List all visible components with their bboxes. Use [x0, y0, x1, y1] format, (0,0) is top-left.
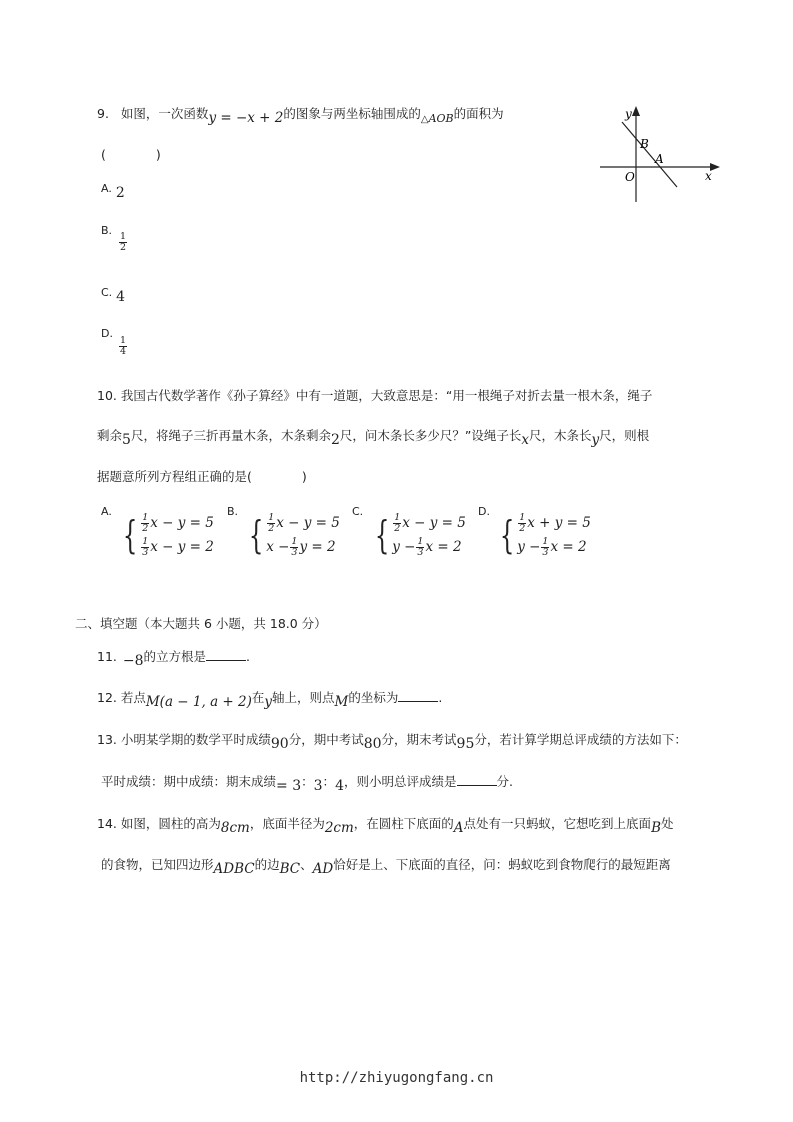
q9-text-b: 的图象与两坐标轴围成的 — [283, 106, 421, 121]
q12-line: 12. 若点M(a − 1, a + 2)在y轴上，则点M的坐标为 . — [97, 690, 443, 710]
origin-label: O — [625, 170, 635, 184]
q9-number: 9. — [97, 106, 109, 121]
q9-text-a: 如图，一次函数 — [120, 106, 209, 121]
q9-option-c[interactable]: C. 4 — [101, 286, 126, 305]
q9-graph — [596, 100, 726, 208]
q13-line1: 13. 小明某学期的数学平时成绩90分，期中考试80分，期末考试95分，若计算学期总评成绩的方法如下： — [97, 732, 687, 752]
y-axis-arrow-icon — [632, 106, 640, 116]
q9-option-a[interactable]: A. 2 — [101, 182, 125, 201]
q9-option-d[interactable]: D. — [101, 327, 113, 340]
brace-icon: { — [499, 513, 515, 557]
q14-line2: 的食物，已知四边形ADBC的边BC、AD恰好是上、下底面的直径，问：蚂蚁吃到食物爬行的最短距离 — [101, 857, 671, 877]
q10-option-c-system[interactable]: { $\frac{1}{2}$ x − y = 5 y − $\frac{1}{3}$ x = 2 — [374, 511, 466, 558]
y-label: y — [625, 107, 632, 121]
q9-answer-paren: ( ) — [101, 147, 161, 162]
q10-line2: 剩余5尺，将绳子三折再量木条，木条剩余2尺，问木条长多少尺？”设绳子长x尺，木条长y尺，则根 — [97, 428, 650, 448]
q13-answer-blank[interactable] — [457, 773, 497, 786]
q10-option-a-label[interactable]: A. — [101, 505, 112, 518]
q10-line3: 据题意所列方程组正确的是( ) — [97, 469, 307, 484]
q9-option-b-fraction: $\frac{1}{2}$ — [120, 231, 127, 253]
q13-line2: 平时成绩：期中成绩：期末成绩= 3：3：4，则小明总评成绩是 分. — [101, 774, 513, 794]
q9-aob: AOB — [428, 112, 454, 125]
q10-option-c-label[interactable]: C. — [352, 505, 364, 518]
q9-function: y = −x + 2 — [208, 110, 284, 126]
q9-text-c: 的面积为 — [453, 106, 504, 121]
brace-icon: { — [122, 513, 138, 557]
q10-option-b-label[interactable]: B. — [227, 505, 239, 518]
q9-option-b[interactable]: B. — [101, 224, 113, 237]
q11-answer-blank[interactable] — [206, 648, 246, 661]
q12-answer-blank[interactable] — [398, 689, 438, 702]
q9-option-a-value: 2 — [115, 185, 125, 201]
point-b-label: B — [640, 137, 649, 151]
x-label: x — [705, 169, 712, 183]
section-2-title: 二、填空题（本大题共 6 小题，共 18.0 分） — [75, 616, 327, 631]
q10-option-d-system[interactable]: { $\frac{1}{2}$ x + y = 5 y − $\frac{1}{3}$ x = 2 — [499, 511, 591, 558]
q10-option-d-label[interactable]: D. — [478, 505, 490, 518]
brace-icon: { — [374, 513, 390, 557]
q10-option-b-system[interactable]: { $\frac{1}{2}$ x − y = 5 x − $\frac{1}{3}$ y = 2 — [248, 511, 340, 558]
q9-triangle: △ — [420, 114, 429, 125]
q10-option-a-system[interactable]: { $\frac{1}{2}$ x − y = 5 $\frac{1}{3}$ x − y = 2 — [122, 511, 214, 558]
q9-line — [97, 104, 504, 126]
q9-option-d-fraction: $\frac{1}{4}$ — [120, 335, 127, 357]
point-a-label: A — [655, 152, 664, 166]
q10-line1: 10. 我国古代数学著作《孙子算经》中有一道题，大致意思是：“用一根绳子对折去量一根木条，绳子 — [97, 388, 653, 403]
q14-line1: 14. 如图，圆柱的高为8cm，底面半径为2cm，在圆柱下底面的A点处有一只蚂蚁，它想吃到上底面B处 — [97, 816, 674, 836]
q9-option-c-value: 4 — [116, 289, 126, 305]
footer-url[interactable]: http://zhiyugongfang.cn — [299, 1070, 494, 1086]
brace-icon: { — [248, 513, 264, 557]
q11-line: 11. −8的立方根是 . — [97, 649, 251, 669]
